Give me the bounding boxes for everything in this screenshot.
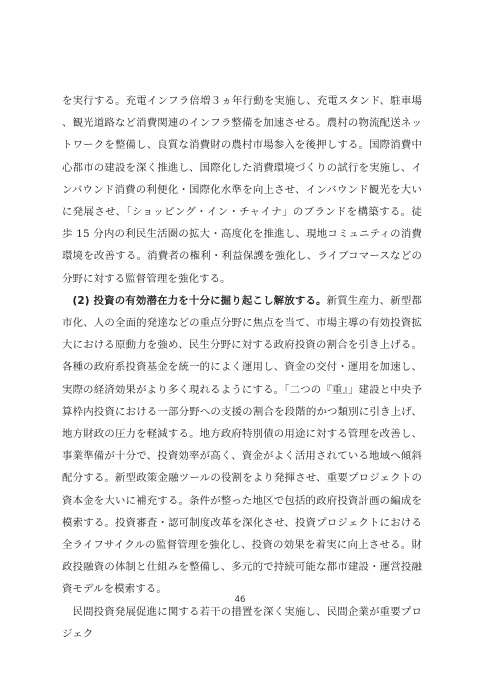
- paragraph-investment-body: 新質生産力、新型都市化、人の全面的発達などの重点分野に焦点を当て、市場主導の有効投資拡大における原動力を強め、民生分野に対する政府投資の割合を引き上げる。各種の政府系投資基金を統一的によく運用し、資金の交付・運用を加速し、実際の経済効果がより多く現れるようにする。「二つの『重』」建設と中央予算枠内投資における一部分野への支援の割合を段階的かつ類別に引き上げ、地方財政の圧力を軽減する。地方政府特別債の用途に対する管理を改善し、事業準備が十分で、投資効率が高く、資金がよく活用されている地域へ傾斜配分する。新型政策金融ツールの役割をより発揮させ、重要プロジェクトの資本金を大いに補充する。条件が整った地区で包括的政府投資計画の編成を模索する。投資審査・認可制度改革を深化させ、投資プロジェクトにおける全ライフサイクルの監督管理を強化し、投資の効果を着実に向上させる。財政投融資の体制と仕組みを整備し、多元的で持続可能な都市建設・運営投融資モデルを模索する。: [62, 294, 422, 596]
- paragraph-investment: [62, 290, 422, 601]
- paragraph-private-investment: 民間投資発展促進に関する若干の措置を深く実施し、民間企業が重要プロジェク: [62, 605, 422, 640]
- page-number: 46: [234, 595, 246, 605]
- paragraph-consumption: を実行する。充電インフラ倍増３ヵ年行動を実施し、充電スタンド、駐車場、観光道路など消費関連のインフラ整備を加速させる。農村の物流配送ネットワークを整備し、良質な消費財の農村市場参入を後押しする。国際消費中心都市の建設を深く推進し、国際化した消費環境づくりの試行を実施し、インバウンド消費の利便化・国際化水準を向上させ、インバウンド観光を大いに発展させ、「ショッピング・イン・チャイナ」のブランドを構築する。徒歩 15 分内の利民生活圏の拡大・高度化を推進し、現地コミュニティの消費環境を改善する。消費者の権利・利益保護を強化し、ライブコマースなどの分野に対する監督管理を強化する。: [62, 95, 422, 285]
- page-body: [62, 90, 422, 645]
- section-heading-investment: (2) 投資の有効潜在力を十分に掘り起こし解放する。: [72, 294, 327, 307]
